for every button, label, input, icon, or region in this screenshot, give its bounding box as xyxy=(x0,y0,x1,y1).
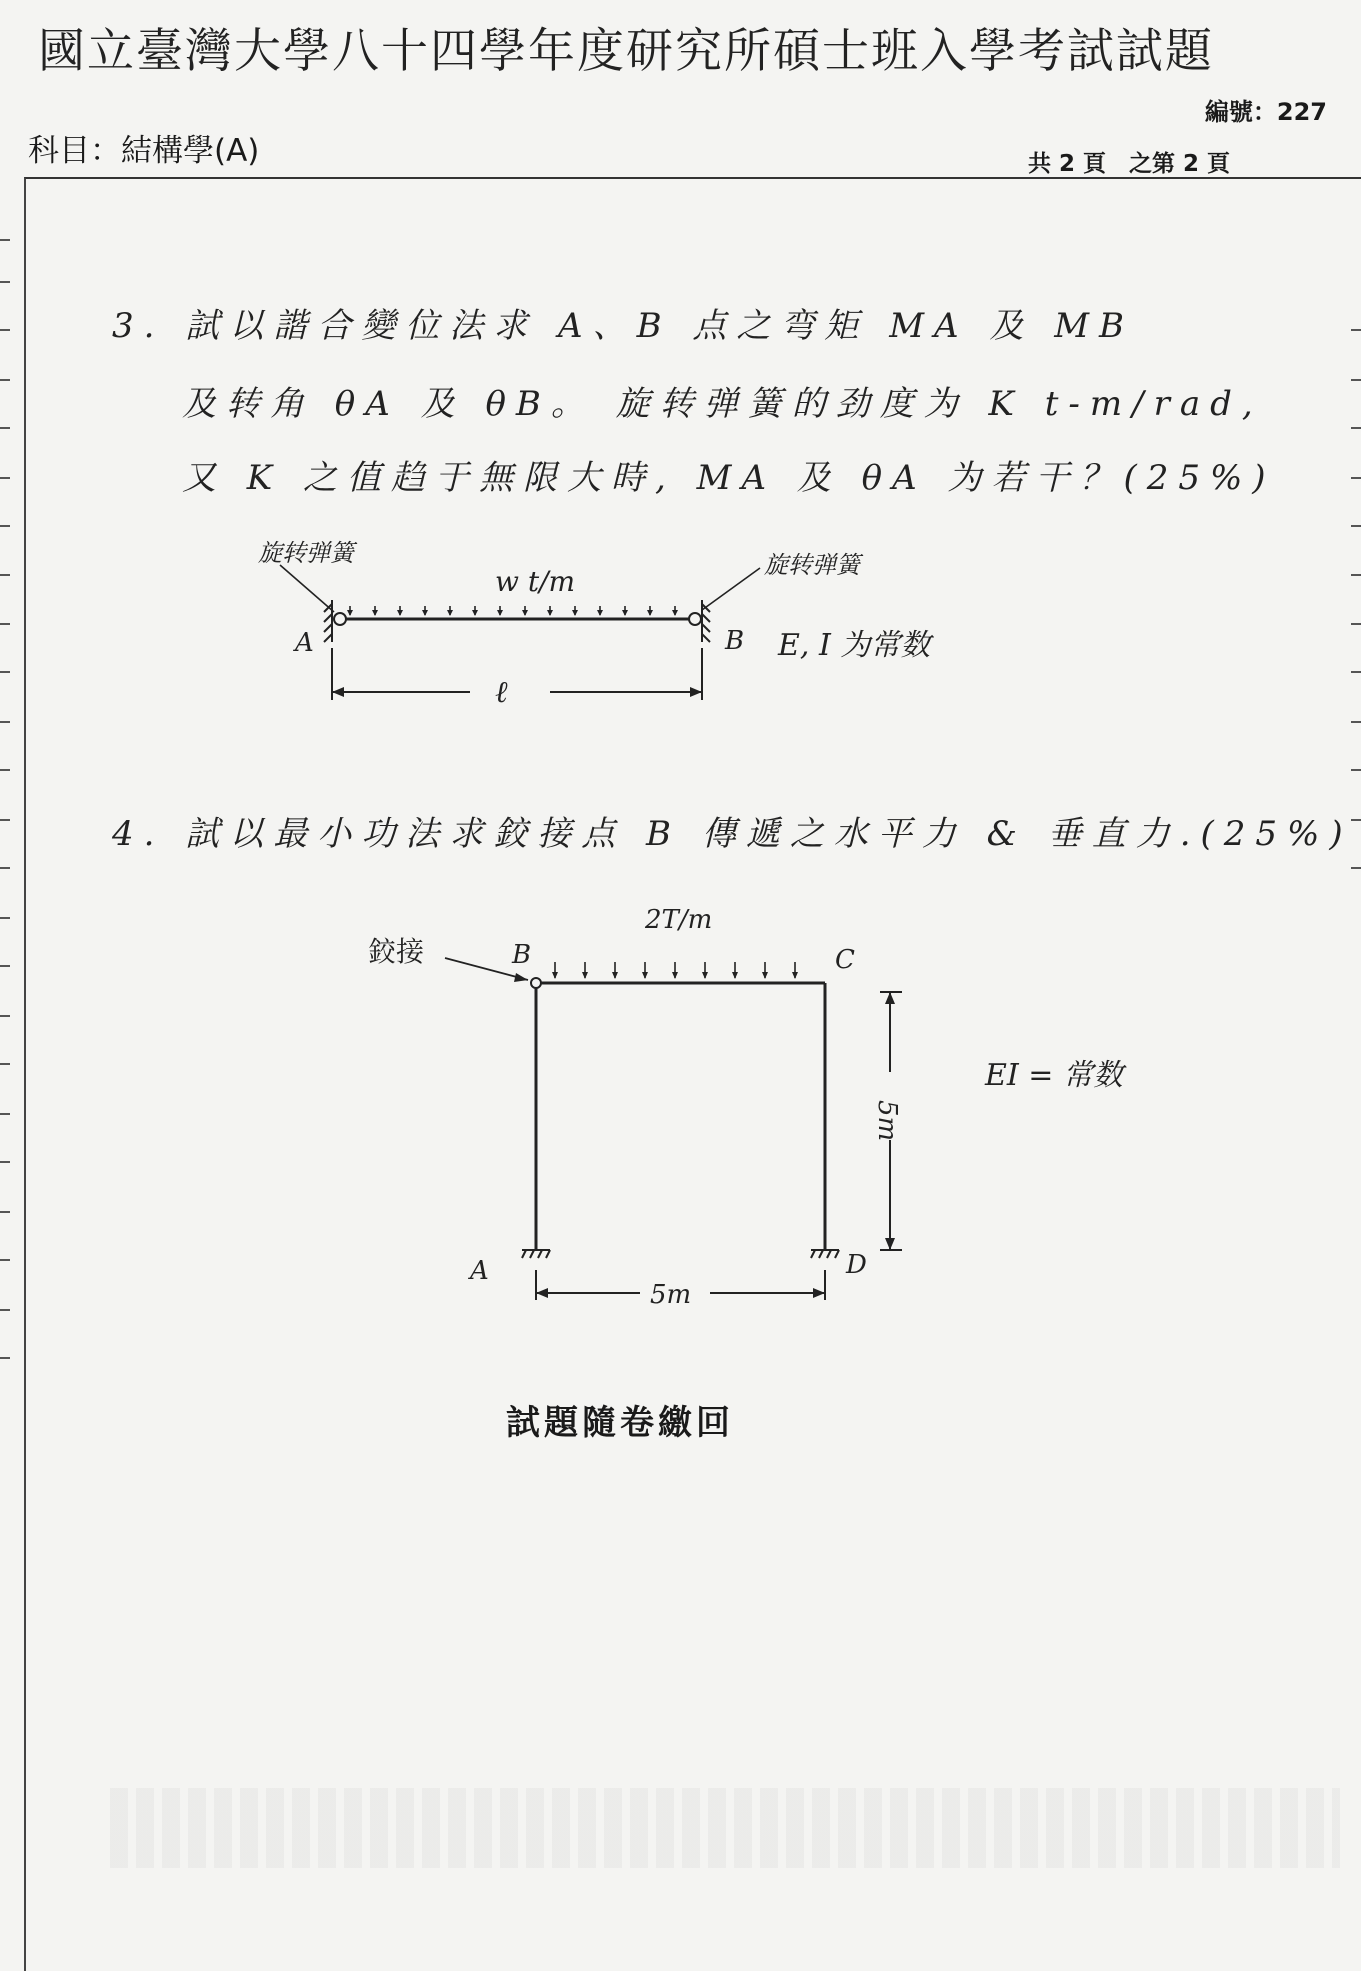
span-dimension xyxy=(332,648,702,700)
support-d-hatch xyxy=(811,1250,839,1258)
beam-point-a: A xyxy=(295,628,314,658)
beam-point-b: B xyxy=(725,626,745,656)
hinge-label: 鉸接 xyxy=(368,935,425,968)
right-spring-icon xyxy=(689,613,701,625)
hinge-icon xyxy=(531,978,541,988)
page-count: 共 2 頁 之第 2 頁 xyxy=(1028,151,1231,177)
frame-point-b: B xyxy=(512,940,532,970)
question-3-line-3: 又 K 之值趋于無限大時, MA 及 θA 为若干？(25%) xyxy=(182,458,1276,498)
exam-title: 國立臺灣大學八十四學年度研究所碩士班入學考試試題 xyxy=(38,24,1214,79)
left-spring-label: 旋转弹簧 xyxy=(258,539,354,567)
question-3-line-2: 及转角 θA 及 θB。 旋转弹簧的劲度为 K t-m/rad, xyxy=(182,384,1263,424)
frame-point-a: A xyxy=(470,1256,489,1286)
right-spring-label: 旋转弹簧 xyxy=(764,551,860,579)
bleed-through-text xyxy=(110,1788,1340,1868)
support-a-hatch xyxy=(522,1250,550,1258)
frame-properties: EI = 常数 xyxy=(985,1058,1123,1093)
beam-properties: E, I 为常数 xyxy=(778,628,931,663)
question-4-line-1: 4. 試以最小功法求鉸接点 B 傳遞之水平力 & 垂直力.(25%) xyxy=(112,814,1353,854)
subject-label: 科目：結構學(A) xyxy=(28,133,260,169)
exam-code: 編號：227 xyxy=(1204,98,1327,126)
left-spring-leader xyxy=(280,565,334,612)
right-spring-leader xyxy=(702,568,760,610)
return-with-paper-note: 試題隨卷繳回 xyxy=(506,1403,734,1443)
beam-span-label: ℓ xyxy=(495,675,508,710)
left-spring-icon xyxy=(334,613,346,625)
frame-width-label: 5m xyxy=(650,1280,692,1310)
beam-load-label: w t/m xyxy=(495,565,576,598)
frame-point-d: D xyxy=(846,1250,867,1280)
frame-point-c: C xyxy=(835,945,855,975)
frame-height-label: 5m xyxy=(872,1100,902,1142)
question-3-line-1: 3. 試以諧合變位法求 A、B 点之弯矩 MA 及 MB xyxy=(112,306,1134,346)
left-margin-ticks xyxy=(0,0,12,1971)
frame-load-label: 2T/m xyxy=(645,905,713,935)
